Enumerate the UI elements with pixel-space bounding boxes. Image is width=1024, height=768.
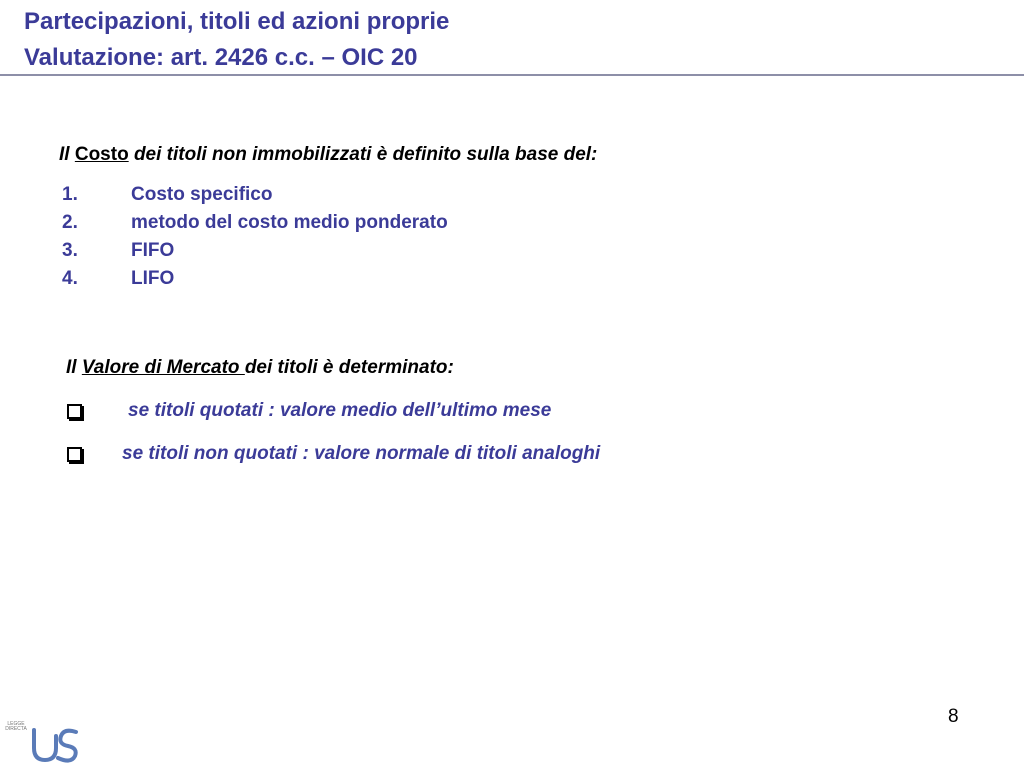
list-item-number: 4.	[62, 268, 78, 289]
list-item-text: FIFO	[131, 240, 175, 261]
mercato-intro	[66, 357, 454, 379]
slide-title: Partecipazioni, titoli ed azioni proprie	[24, 8, 450, 35]
slide-header	[0, 0, 1024, 80]
list-item-number: 2.	[62, 212, 78, 233]
bullet-item-unquoted	[64, 443, 764, 469]
checkbox-bullet-icon	[67, 447, 82, 462]
bullet-text: se titoli quotati : valore medio dell’ultimo mese	[128, 400, 552, 421]
costo-intro-suffix: dei titoli non immobilizzati è definito sulla base del:	[128, 144, 598, 165]
mercato-intro-suffix: dei titoli è determinato:	[244, 357, 454, 378]
list-item	[62, 268, 662, 296]
list-item	[62, 184, 662, 212]
page-number: 8	[948, 706, 959, 727]
list-item-text: metodo del costo medio ponderato	[131, 212, 448, 233]
slide-subtitle: Valutazione: art. 2426 c.c. – OIC 20	[24, 44, 418, 71]
costo-intro	[59, 144, 597, 166]
mercato-keyword: Valore di Mercato	[81, 357, 245, 378]
bullet-item-quoted	[64, 400, 764, 426]
list-item-text: Costo specifico	[131, 184, 273, 205]
list-item	[62, 212, 662, 240]
header-divider	[0, 74, 1024, 76]
checkbox-bullet-icon	[67, 404, 82, 419]
logo	[4, 722, 84, 766]
costo-keyword: Costo	[74, 144, 129, 165]
mercato-intro-prefix: Il	[66, 357, 82, 378]
list-item-number: 1.	[62, 184, 78, 205]
logo-small-text: LEGGE DIRECTA	[5, 721, 27, 732]
costo-intro-prefix: Il	[59, 144, 75, 165]
costo-methods-list	[62, 184, 662, 296]
bullet-text: se titoli non quotati : valore normale di titoli analoghi	[122, 443, 601, 464]
us-logo-icon	[28, 726, 84, 764]
list-item-text: LIFO	[131, 268, 175, 289]
list-item-number: 3.	[62, 240, 78, 261]
list-item	[62, 240, 662, 268]
